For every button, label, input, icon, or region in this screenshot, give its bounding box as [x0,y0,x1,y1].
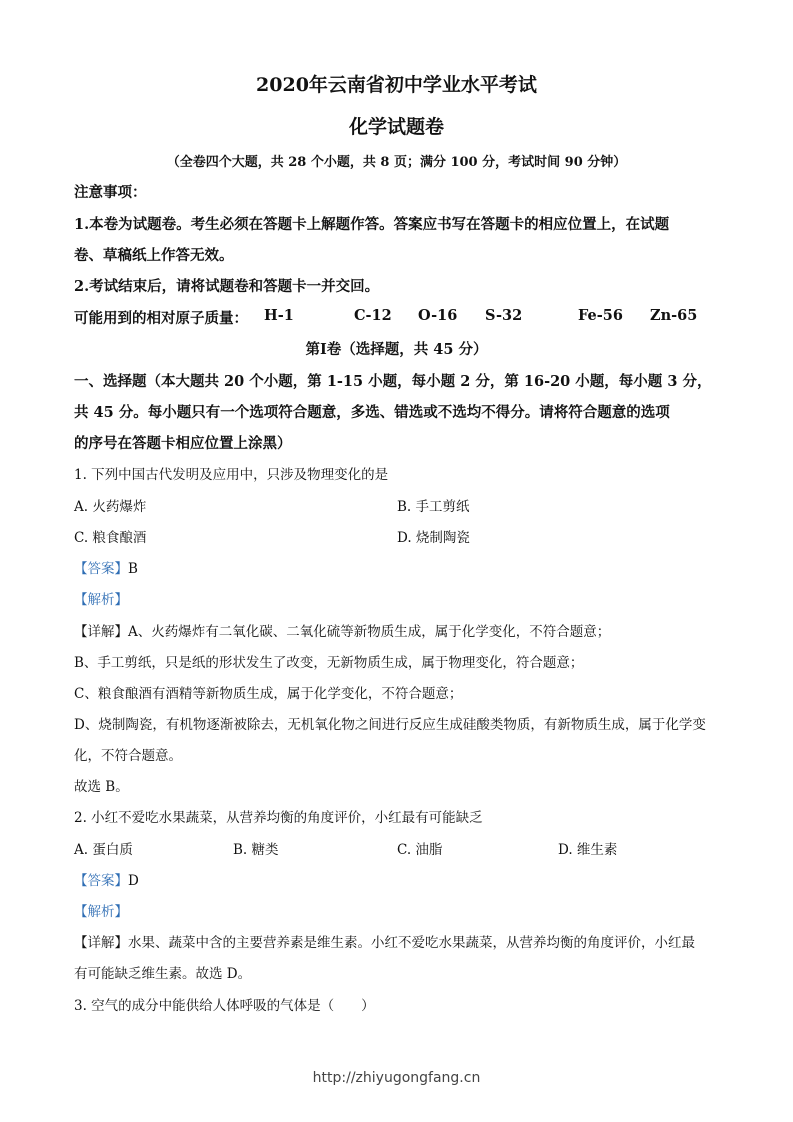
question-1-detail-4a: D、烧制陶瓷，有机物逐渐被除去，无机氧化物之间进行反应生成硅酸类物质，有新物质生成，属于化学变 [74,717,706,733]
atomic-mass-c: C-12 [354,307,392,324]
section-instructions-line-3: 的序号在答题卡相应位置上涂黑） [74,435,292,452]
question-2-stem: 2. 小红不爱吃水果蔬菜，从营养均衡的角度评价，小红最有可能缺乏 [74,810,483,826]
section-title: 第Ⅰ卷（选择题，共 45 分） [305,341,488,358]
question-1-stem: 1. 下列中国古代发明及应用中，只涉及物理变化的是 [74,467,389,483]
question-1-option-d: D. 烧制陶瓷 [397,530,470,546]
notice-heading: 注意事项： [74,184,147,201]
question-2-option-d: D. 维生素 [558,842,618,858]
question-2-option-b: B. 糖类 [233,842,279,858]
detail-tag: 【详解】 [74,935,128,951]
question-1-analysis-tag: 【解析】 [74,592,128,608]
atomic-mass-zn: Zn-65 [650,307,698,324]
atomic-mass-label: 可能用到的相对原子质量： [74,310,248,327]
detail-text: 水果、蔬菜中含的主要营养素是维生素。小红不爱吃水果蔬菜，从营养均衡的角度评价，小红最 [128,935,695,951]
exam-title: 2020年云南省初中学业水平考试 [256,74,537,96]
question-1-option-a: A. 火药爆炸 [74,499,147,515]
notice-item-1-line-1: 1.本卷为试题卷。考生必须在答题卡上解题作答。答案应书写在答题卡的相应位置上，在试题 [74,216,670,233]
section-instructions-line-1: 一、选择题（本大题共 20 个小题，第 1-15 小题，每小题 2 分，第 16-20 小题，每小题 3 分， [74,373,712,390]
answer-tag: 【答案】 [74,561,128,577]
question-1-detail-2: B、手工剪纸，只是纸的形状发生了改变，无新物质生成，属于物理变化，符合题意； [74,655,584,671]
question-2-analysis-tag: 【解析】 [74,904,128,920]
question-2-detail-2: 有可能缺乏维生素。故选 D。 [74,966,252,982]
exam-info: （全卷四个大题，共 28 个小题，共 8 页；满分 100 分，考试时间 90 分钟） [166,155,627,170]
section-instructions-line-2: 共 45 分。每小题只有一个选项符合题意，多选、错选或不选均不得分。请将符合题意的选项 [74,404,670,421]
question-2-answer [74,869,139,889]
atomic-mass-o: O-16 [418,307,458,324]
question-1-conclusion: 故选 B。 [74,779,129,795]
question-1-answer [74,557,138,577]
detail-text: A、火药爆炸有二氧化碳、二氧化硫等新物质生成，属于化学变化，不符合题意； [128,624,611,640]
question-3-stem: 3. 空气的成分中能供给人体呼吸的气体是（ ） [74,998,375,1014]
footer-url[interactable]: http://zhiyugongfang.cn [312,1070,481,1086]
detail-tag: 【详解】 [74,624,128,640]
question-2-option-c: C. 油脂 [397,842,443,858]
atomic-mass-s: S-32 [485,307,523,324]
exam-subtitle: 化学试题卷 [348,116,444,138]
notice-item-1-line-2: 卷、草稿纸上作答无效。 [74,247,234,264]
question-1-detail-1 [74,620,610,640]
answer-value: B [128,561,138,577]
question-1-option-c: C. 粮食酿酒 [74,530,147,546]
notice-item-2: 2.考试结束后，请将试题卷和答题卡一并交回。 [74,278,380,295]
question-2-option-a: A. 蛋白质 [74,842,133,858]
answer-tag: 【答案】 [74,873,128,889]
atomic-mass-fe: Fe-56 [578,307,623,324]
question-1-detail-3: C、粮食酿酒有酒精等新物质生成，属于化学变化，不符合题意； [74,686,463,702]
atomic-mass-h: H-1 [264,307,294,324]
answer-value: D [128,873,139,889]
question-1-detail-4b: 化，不符合题意。 [74,748,182,764]
question-1-option-b: B. 手工剪纸 [397,499,470,515]
question-2-detail-1 [74,931,695,951]
